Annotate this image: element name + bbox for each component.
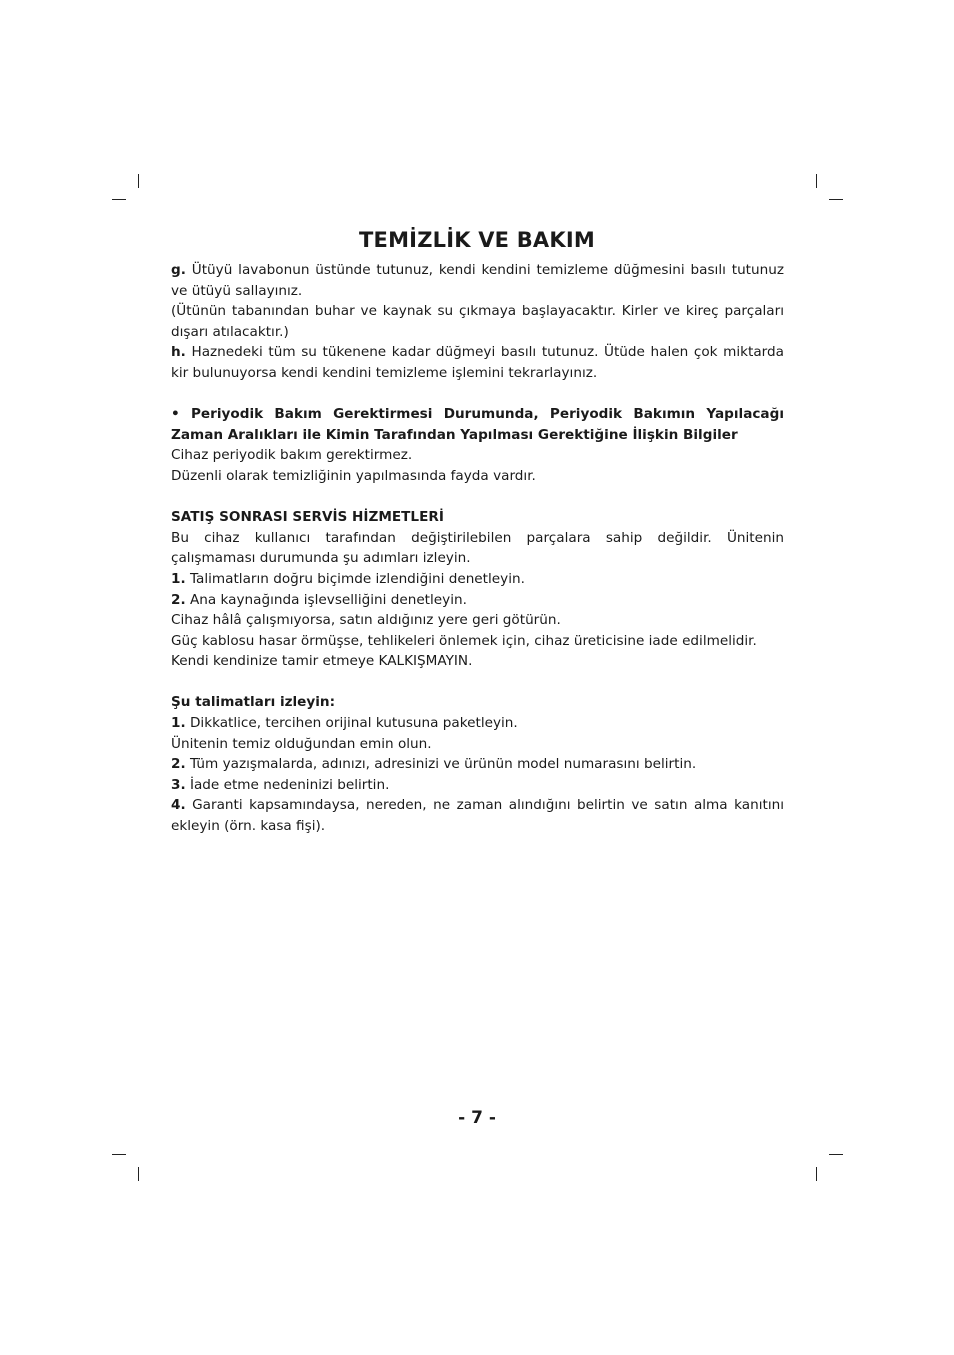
crop-mark-bottom-right-vertical [816,1167,817,1181]
step-h [171,342,784,383]
service-cable-line: Güç kablosu hasar örmüşse, tehlikeleri önlemek için, cihaz üreticisine iade edilmelidir. [171,632,757,649]
service-warning-line: Kendi kendinize tamir etmeye KALKIŞMAYIN. [171,653,473,670]
step-marker: 2. [171,591,186,608]
spacer [171,487,784,508]
step-marker: 1. [171,715,186,732]
step-text: Tüm yazışmalarda, adınızı, adresinizi ve ürünün model numarasını belirtin. [189,756,697,773]
spacer [171,384,784,405]
service-step-1 [171,569,784,590]
crop-mark-top-right-horizontal [829,199,843,200]
step-g [171,260,784,301]
page-content [171,260,784,837]
crop-mark-top-left-vertical [138,174,139,188]
step-marker: h. [171,344,186,361]
maintenance-heading: • Periyodik Bakım Gerektirmesi Durumunda, Periyodik Bakımın Yapılacağı Zaman Aralıkları ile Kimin Tarafından Yapılması Gerektiğine İlişkin Bilgiler [171,406,784,443]
step-text: Garanti kapsamındaysa, nereden, ne zaman alındığını belirtin ve satın alma kanıtını ekleyin (örn. kasa fişi). [171,797,784,835]
crop-mark-bottom-right-horizontal [829,1154,843,1155]
service-return-line: Cihaz hâlâ çalışmıyorsa, satın aldığınız yere geri götürün. [171,612,561,629]
instructions-step-3 [171,775,784,796]
instructions-step-4 [171,795,784,836]
page-title: TEMİZLİK VE BAKIM [359,228,595,252]
step-text: Ana kaynağında işlevselliğini denetleyin. [189,591,467,608]
instructions-clean-line: Ünitenin temiz olduğundan emin olun. [171,735,432,752]
step-text: Ütüyü lavabonun üstünde tutunuz, kendi kendini temizleme düğmesini basılı tutunuz ve ütüyü sallayınız. [171,262,784,299]
crop-mark-top-right-vertical [816,174,817,188]
spacer [171,672,784,693]
service-intro: Bu cihaz kullanıcı tarafından değiştirilebilen parçalara sahip değildir. Ünitenin çalışmaması durumunda şu adımları izleyin. [171,529,784,567]
step-marker: 2. [171,756,186,773]
crop-mark-bottom-left-vertical [138,1167,139,1181]
step-g-note: (Ütünün tabanından buhar ve kaynak su çıkmaya başlayacaktır. Kirler ve kireç parçaları dışarı atılacaktır.) [171,303,784,340]
step-text: İade etme nedeninizi belirtin. [189,776,390,793]
step-marker: 1. [171,570,186,587]
instructions-step-1 [171,713,784,734]
maintenance-line: Cihaz periyodik bakım gerektirmez. [171,447,413,464]
service-heading: SATIŞ SONRASI SERVİS HİZMETLERİ [171,509,444,526]
page-number: - 7 - [458,1108,496,1128]
maintenance-line: Düzenli olarak temizliğinin yapılmasında fayda vardır. [171,467,536,484]
step-text: Dikkatlice, tercihen orijinal kutusuna paketleyin. [189,715,518,732]
instructions-step-2 [171,754,784,775]
step-text: Talimatların doğru biçimde izlendiğini denetleyin. [189,570,525,587]
step-text: Haznedeki tüm su tükenene kadar düğmeyi basılı tutunuz. Ütüde halen çok miktarda kir bulunuyorsa kendi kendini temizleme işlemini tekrarlayınız. [171,344,784,381]
crop-mark-bottom-left-horizontal [112,1154,126,1155]
crop-mark-top-left-horizontal [112,199,126,200]
step-marker: 3. [171,776,186,793]
service-step-2 [171,590,784,611]
step-marker: 4. [171,797,186,814]
instructions-heading: Şu talimatları izleyin: [171,694,336,711]
step-marker: g. [171,262,186,278]
